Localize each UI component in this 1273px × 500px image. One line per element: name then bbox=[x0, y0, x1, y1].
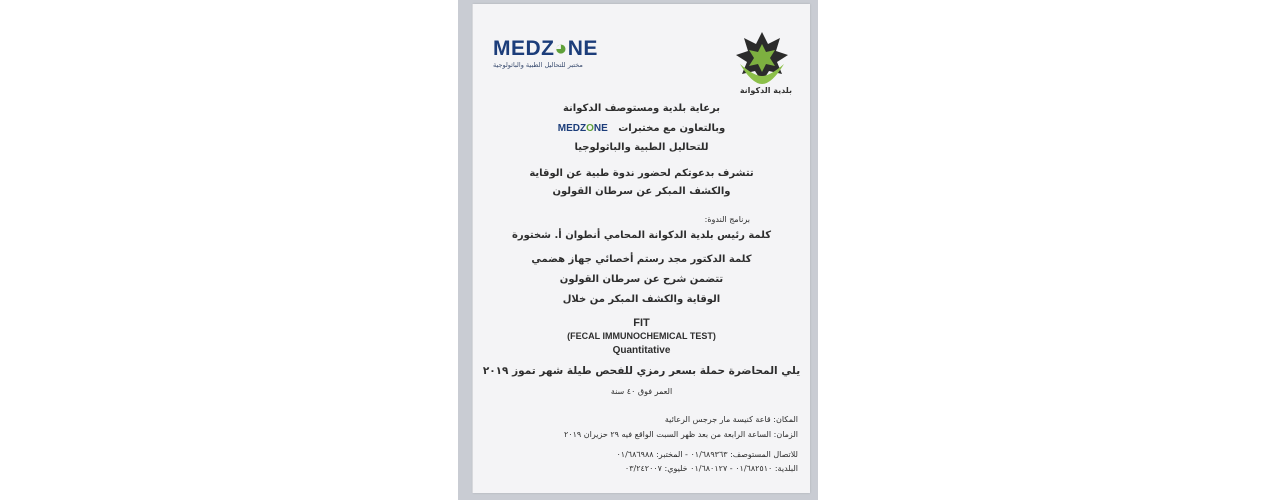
intro-line-1: برعاية بلدية ومستوصف الدكوانة bbox=[562, 103, 721, 114]
heartbeat-o-icon: ◕ bbox=[554, 37, 568, 60]
campaign-line-2: العمر فوق ٤٠ سنة bbox=[610, 387, 673, 396]
municipality-logo-label: بلدية الدكوانة bbox=[739, 86, 792, 95]
medzone-wordmark: MEDZ◕NE bbox=[493, 37, 598, 60]
invite-line-2: والكشف المبكر عن سرطان القولون bbox=[552, 186, 731, 197]
program-item-2: كلمة الدكتور مجد رستم أخصائي جهاز هضمي bbox=[531, 254, 752, 265]
event-time: الزمان: الساعة الرابعة من بعد ظهر السبت الواقع فيه ٢٩ حزيران ٢٠١٩ bbox=[563, 430, 798, 439]
test-type: Quantitative bbox=[612, 345, 671, 356]
test-name: FIT bbox=[633, 317, 650, 329]
program-heading: برنامج الندوة: bbox=[704, 215, 750, 224]
intro-line-2-text: وبالتعاون مع مختبرات bbox=[618, 123, 726, 134]
program-item-4: الوقاية والكشف المبكر من خلال bbox=[562, 294, 721, 305]
medzone-subtitle: مختبر للتحاليل الطبية والباثولوجية bbox=[493, 61, 583, 69]
intro-line-3: للتحاليل الطبية والباثولوجيا bbox=[574, 142, 709, 153]
medzone-logo bbox=[493, 37, 613, 77]
event-place: المكان: قاعة كنيسة مار جرجس الرعائية bbox=[664, 415, 798, 424]
program-item-1: كلمة رئيس بلدية الدكوانة المحامي أنطوان أ. شختورة bbox=[511, 230, 772, 241]
intro-line-2 bbox=[473, 123, 810, 135]
test-full-name: (FECAL IMMUNOCHEMICAL TEST) bbox=[567, 331, 716, 341]
contact-line-2: البلدية: ٠١/٦٨٢٥١٠ - ٠١/٦٨٠١٢٧ خليوي: ٠٣/٢٤٢٠٠٧ bbox=[624, 464, 798, 473]
contact-line-1: للاتصال المستوصف: ٠١/٦٨٩٣٦٣ - المختبر: ٠١/٦٨٦٩٨٨ bbox=[616, 450, 798, 459]
program-item-3: تتضمن شرح عن سرطان القولون bbox=[559, 274, 724, 285]
campaign-line-1: يلي المحاضرة حملة بسعر رمزي للفحص طيلة شهر تموز ٢٠١٩ bbox=[482, 365, 801, 377]
invitation-document bbox=[473, 4, 810, 493]
invite-line-1: تتشرف بدعوتكم لحضور ندوة طبية عن الوقاية bbox=[529, 168, 754, 179]
medzone-inline-brand: MEDZONE bbox=[557, 123, 608, 134]
